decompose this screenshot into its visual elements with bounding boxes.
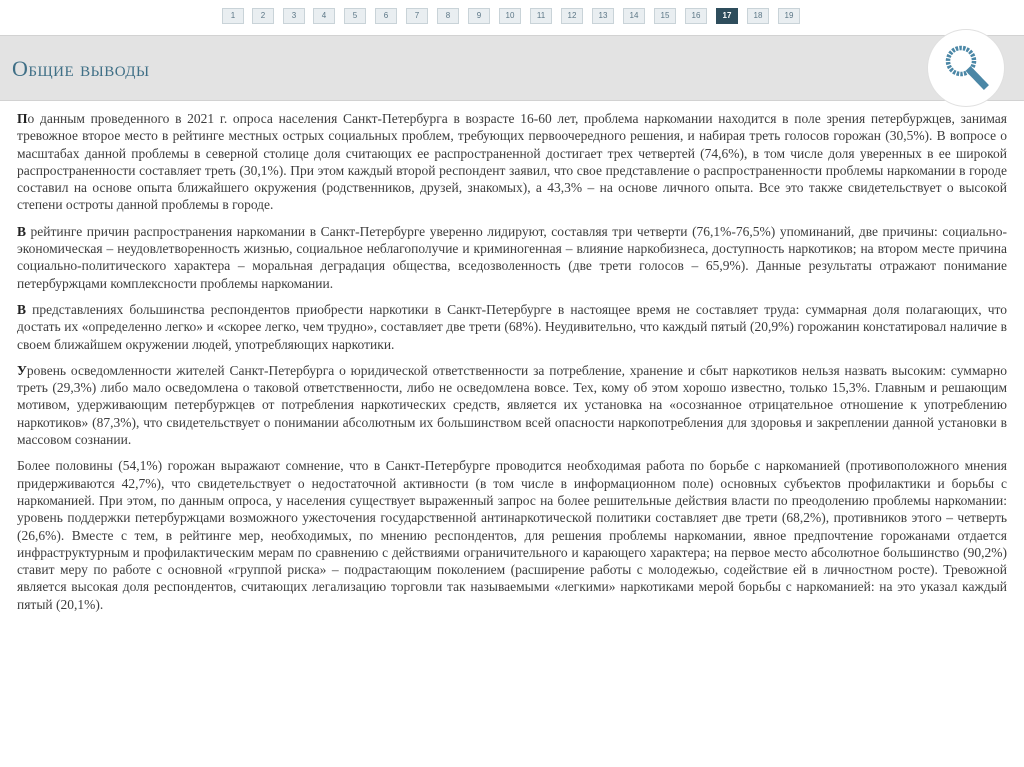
paragraph-5 bbox=[17, 457, 1007, 613]
page-4-button[interactable]: 4 bbox=[313, 8, 335, 24]
page-13-button[interactable]: 13 bbox=[592, 8, 614, 24]
page-19-button[interactable]: 19 bbox=[778, 8, 800, 24]
page-18-button[interactable]: 18 bbox=[747, 8, 769, 24]
page-5-button[interactable]: 5 bbox=[344, 8, 366, 24]
paragraph-2 bbox=[17, 223, 1007, 292]
page-15-button[interactable]: 15 bbox=[654, 8, 676, 24]
page-14-button[interactable]: 14 bbox=[623, 8, 645, 24]
page-10-button[interactable]: 10 bbox=[499, 8, 521, 24]
paragraph-lead: В bbox=[17, 223, 27, 239]
page-11-button[interactable]: 11 bbox=[530, 8, 552, 24]
page-9-button[interactable]: 9 bbox=[468, 8, 490, 24]
slide-header bbox=[0, 35, 1024, 101]
page-7-button[interactable]: 7 bbox=[406, 8, 428, 24]
page-6-button[interactable]: 6 bbox=[375, 8, 397, 24]
paragraph-body: рейтинге причин распространения наркомании в Санкт-Петербурге уверенно лидируют, составляя три четверти (76,1%-76,5%) упоминаний, две причины: социально-экономическая – неудовлетворенность жизнью, социальное неблагополучие и криминогенная – влияние наркобизнеса, доступность наркотиков; на втором месте причина социально-политического характера – моральная деградация общества, вседозволенность (две трети голосов – 65,9%). Данные результаты отражают понимание петербуржцами комплексности проблемы наркомании. bbox=[17, 223, 1007, 291]
page-title: Общие выводы bbox=[12, 56, 150, 81]
search-button[interactable] bbox=[928, 30, 1004, 106]
paragraph-body: о данным проведенного в 2021 г. опроса населения Санкт-Петербурга в возрасте 16-60 лет, проблема наркомании находится в поле зрения петербуржцев, занимая тревожное второе место в рейтинге местных острых социальных проблем, требующих первоочередного решения, и набирая треть голосов горожан (30,5%). В вопросе о масштабах данной проблемы в северной столице доля считающих ее распространенной достигает трех четвертей (74,6%), в том числе доля уверенных в ее широкой распространенности составляет треть (30,1%). При этом каждый второй респондент заявил, что свое представление о распространенности проблемы наркомании в городе составил на основе опыта ближайшего окружения (родственников, друзей, знакомых), а 43,3% – на основе личного опыта. Все это также свидетельствует о высокой степени остроты данной проблемы в городе. bbox=[17, 111, 1007, 213]
page-12-button[interactable]: 12 bbox=[561, 8, 583, 24]
summary-text bbox=[17, 110, 1007, 622]
paragraph-lead: У bbox=[17, 362, 27, 378]
page-8-button[interactable]: 8 bbox=[437, 8, 459, 24]
paragraph-3 bbox=[17, 301, 1007, 353]
paragraph-4 bbox=[17, 362, 1007, 448]
page-16-button[interactable]: 16 bbox=[685, 8, 707, 24]
page-17-button[interactable]: 17 bbox=[716, 8, 738, 24]
page-1-button[interactable]: 1 bbox=[222, 8, 244, 24]
paragraph-lead: П bbox=[17, 111, 28, 126]
paragraph-body: ровень осведомленности жителей Санкт-Петербурга о юридической ответственности за потребление, хранение и сбыт наркотиков нельзя назвать высоким: суммарно треть (29,3%) либо мало осведомлена о таковой ответственности, либо не осведомлена вовсе. Тех, кому об этом хорошо известно, только 15,3%. Главным и решающим мотивом, удерживающим петербуржцев от потребления наркотических средств, является их установка на «осознанное отрицательное отношение к употреблению наркотиков» (87,3%), что свидетельствует о понимании абсолютным их большинством всей опасности наркопотребления для здоровья и закреплении данной установки в массовом сознании. bbox=[17, 362, 1007, 448]
paragraph-lead: В bbox=[17, 301, 27, 317]
paragraph-body: представлениях большинства респондентов приобрести наркотики в Санкт-Петербурге в настоящее время не составляет труда: суммарная доля полагающих, что достать их «определенно легко» и «скорее легко, чем трудно», составляет две трети (68%). Неудивительно, что каждый пятый (20,9%) горожанин констатировал наличие в своем ближайшем окружении людей, употребляющих наркотики. bbox=[17, 301, 1007, 352]
paragraph-1 bbox=[17, 110, 1007, 214]
magnifier-icon bbox=[940, 41, 992, 93]
page-2-button[interactable]: 2 bbox=[252, 8, 274, 24]
paragraph-body: Более половины (54,1%) горожан выражают сомнение, что в Санкт-Петербурге проводится необходимая работа по борьбе с наркоманией (противоположного мнения придерживаются 42,7%), что свидетельствует о недостаточной активности (в том числе в информационном поле) основных субъектов профилактики и борьбы с наркоманией. При этом, по данным опроса, у населения существует выраженный запрос на более решительные действия власти по преодолению проблемы наркомании: уровень поддержки петербуржцами возможного ужесточения государственной антинаркотической политики составляет две трети (68,2%), противников этого – четверть (26,6%). Вместе с тем, в рейтинге мер, необходимых, по мнению респондентов, для решения проблемы наркомании, явное предпочтение горожанами отдается инфраструктурным и профилактическим мерам по сравнению с действиями ограничительного и карающего характера; на первое место абсолютное большинство (90,2%) ставит меру по работе с основной «группой риска» – подрастающим поколением (расширение работы с молодежью, содействие ей в личностном росте). Тревожной является высокая доля респондентов, считающих легализацию торговли так называемыми «легкими» наркотиками мерой борьбы с наркоманией: на это указал каждый пятый (20,1%). bbox=[17, 458, 1007, 612]
page-3-button[interactable]: 3 bbox=[283, 8, 305, 24]
pagination-bar bbox=[0, 8, 1024, 26]
